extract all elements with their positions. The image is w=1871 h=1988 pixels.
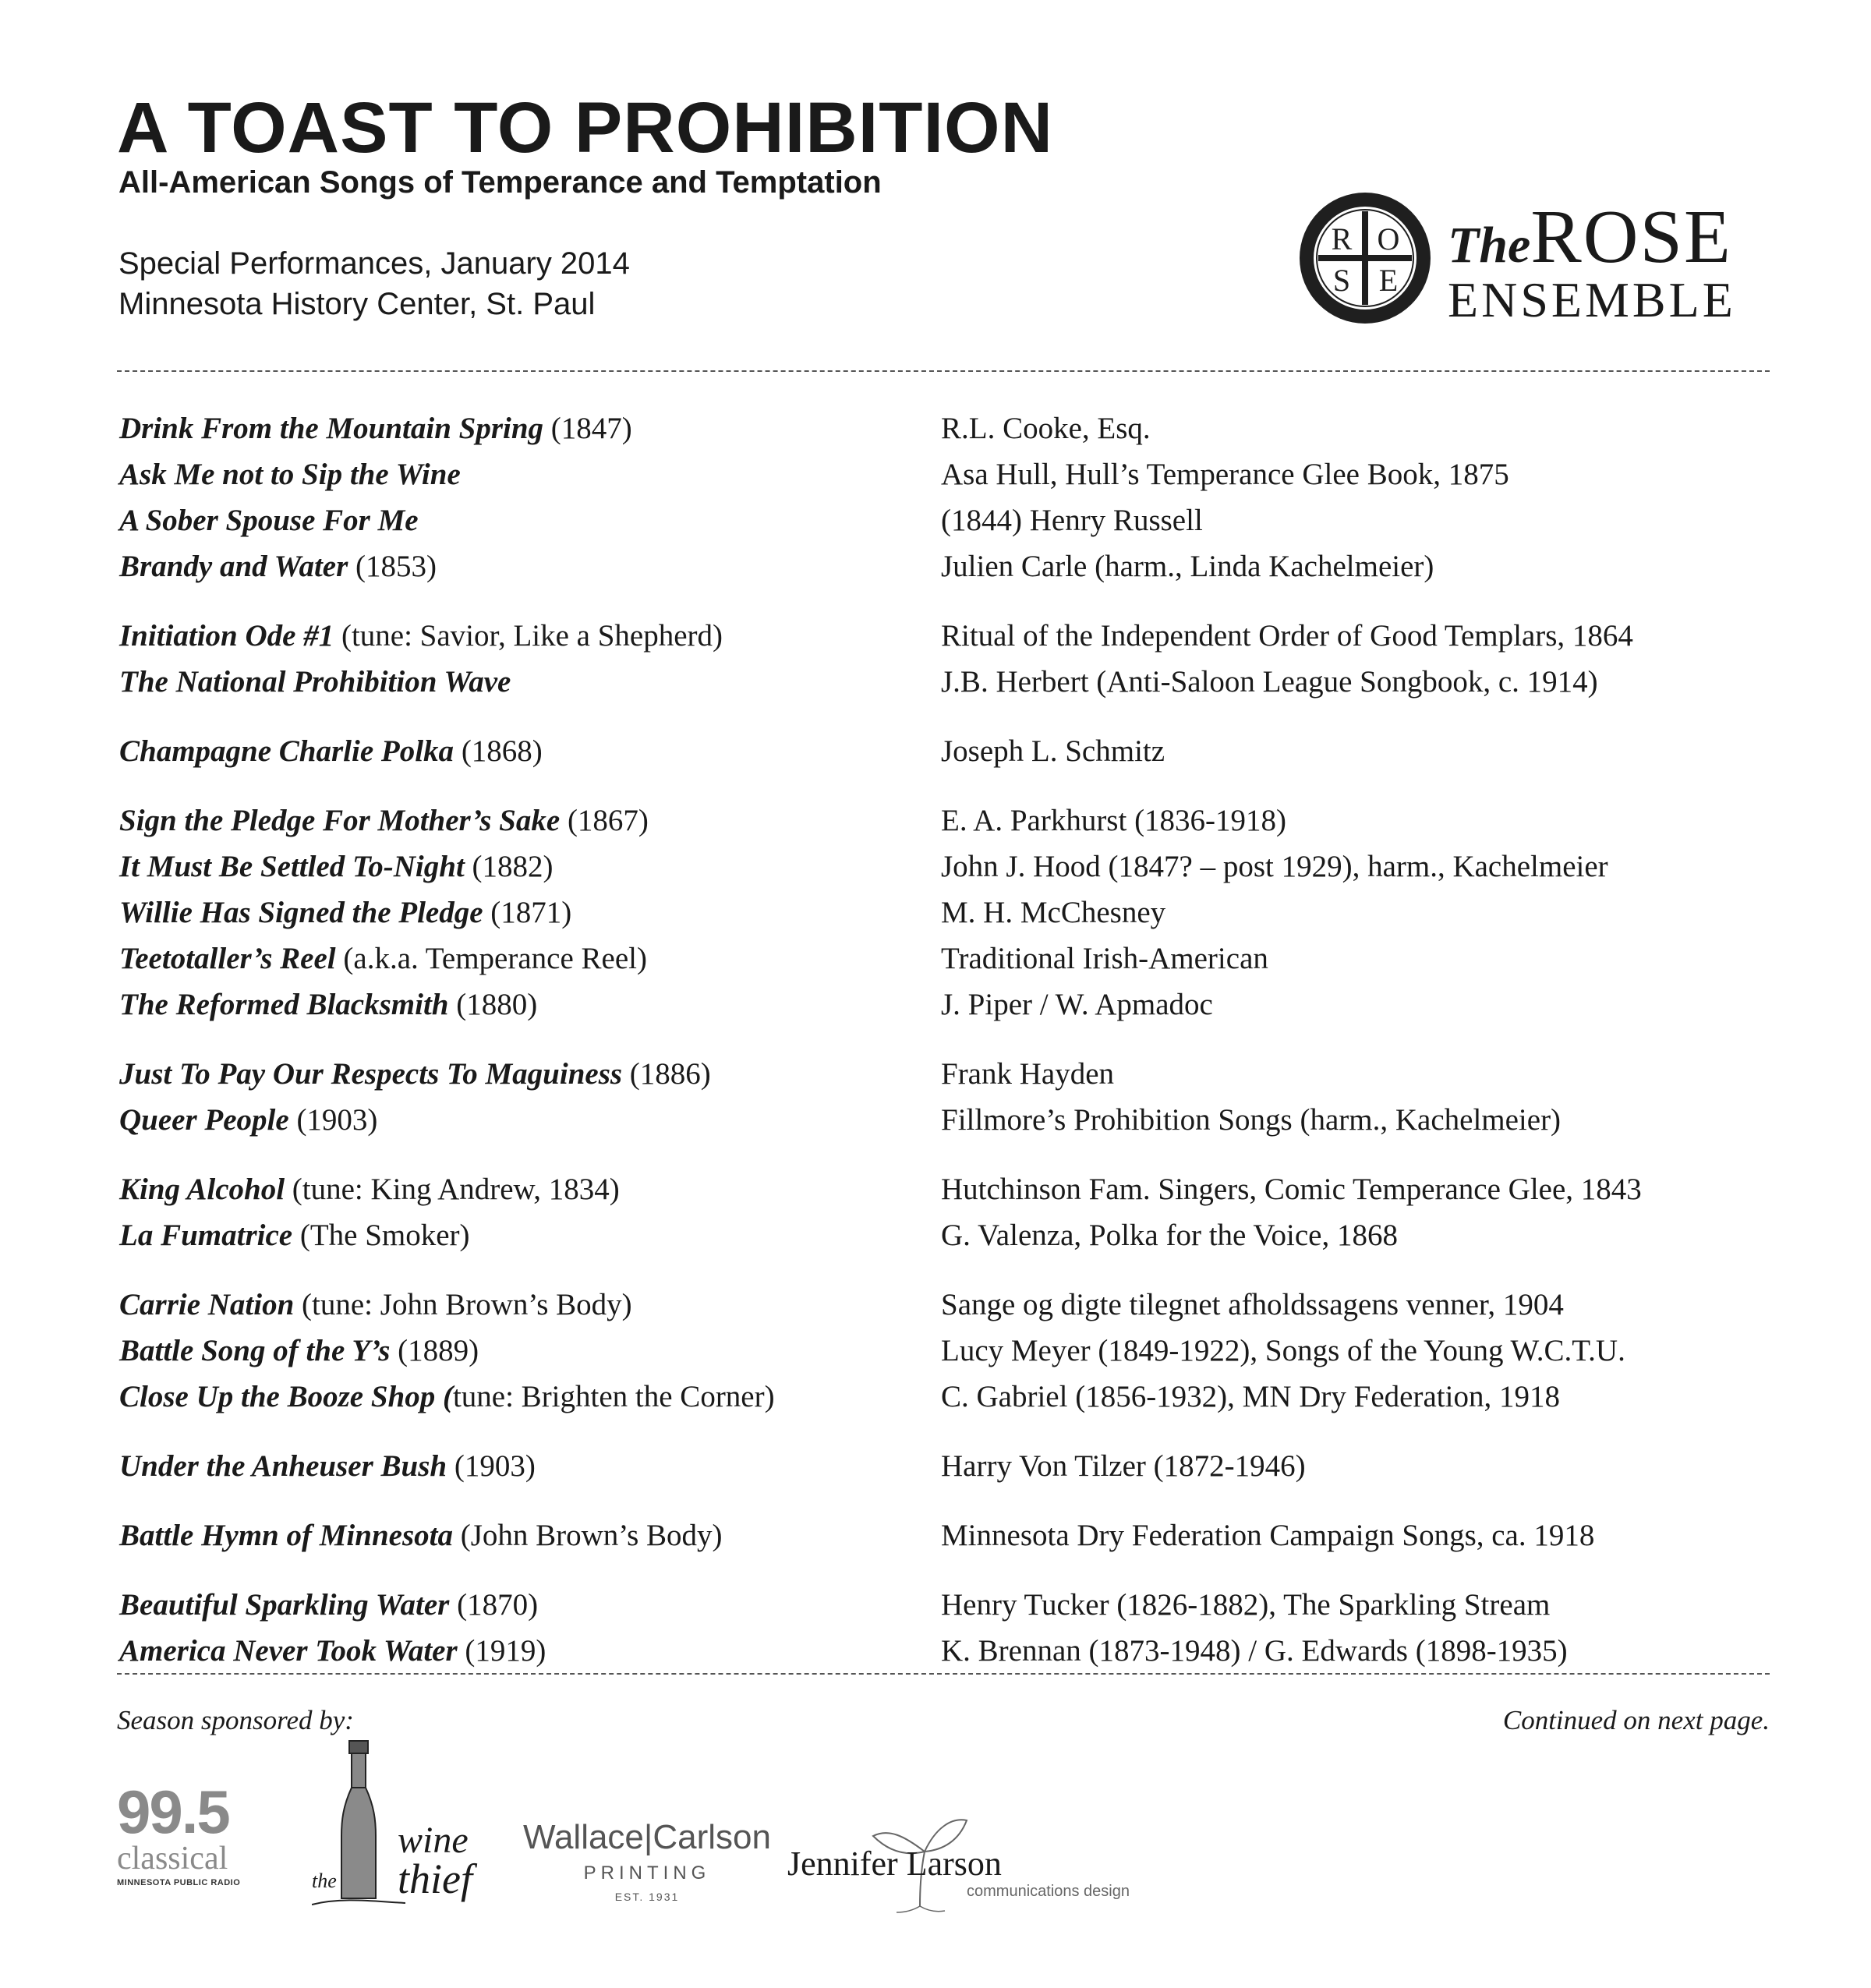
piece-credit: Sange og digte tilegnet afholdssagens venner, 1904 [941, 1288, 1564, 1321]
piece-title: Willie Has Signed the Pledge [119, 896, 483, 929]
program-row [117, 982, 1777, 1028]
rose-seal-icon [1298, 191, 1432, 325]
program-row [117, 1051, 1777, 1097]
program-row [117, 1166, 1777, 1212]
program-group [117, 1282, 1777, 1420]
piece-note: (1903) [288, 1103, 378, 1137]
piece-title: Drink From the Mountain Spring [119, 412, 544, 445]
program-group [117, 613, 1777, 705]
piece [119, 728, 543, 774]
piece-title: Champagne Charlie Polka [119, 734, 454, 768]
piece-note: (1870) [449, 1588, 539, 1622]
piece-title: King Alcohol [119, 1173, 285, 1206]
performance-venue: Minnesota History Center, St. Paul [118, 287, 596, 321]
piece-title: Teetotaller’s Reel [119, 942, 336, 975]
program-group [117, 1582, 1777, 1674]
wc-printing: PRINTING [583, 1862, 711, 1884]
seal-letter-r: R [1331, 221, 1353, 256]
mpr-classical: classical [117, 1841, 228, 1877]
program-group [117, 1443, 1777, 1489]
logo-rose: ROSE [1530, 195, 1732, 279]
piece-title: Just To Pay Our Respects To Maguiness [119, 1057, 623, 1091]
program-row [117, 936, 1777, 982]
piece-title: The National Prohibition Wave [119, 665, 511, 699]
bottom-divider [117, 1673, 1770, 1675]
wine-word: wine [398, 1820, 469, 1861]
piece [119, 1282, 632, 1328]
program-row [117, 1097, 1777, 1143]
piece-credit: C. Gabriel (1856-1932), MN Dry Federation, 1918 [941, 1380, 1560, 1413]
piece [119, 405, 632, 451]
piece [119, 1512, 723, 1558]
piece-credit: E. A. Parkhurst (1836-1918) [941, 804, 1287, 837]
program-row [117, 405, 1777, 451]
piece-title: Beautiful Sparkling Water [119, 1588, 450, 1622]
program-row [117, 451, 1777, 497]
program-row [117, 1374, 1777, 1420]
piece-credit: J. Piper / W. Apmadoc [941, 988, 1213, 1021]
sponsor-logos [109, 1735, 1201, 1922]
piece-title: Close Up the Booze Shop ( [119, 1380, 453, 1413]
program-group [117, 1051, 1777, 1143]
piece-note: (The Smoker) [292, 1219, 470, 1252]
piece [119, 451, 461, 497]
piece-note: (1847) [543, 412, 632, 445]
wallace-carlson-logo [518, 1820, 776, 1903]
rose-ensemble-logo [1298, 191, 1766, 327]
piece-credit: M. H. McChesney [941, 896, 1166, 929]
piece-credit: Asa Hull, Hull’s Temperance Glee Book, 1875 [941, 458, 1509, 491]
wc-est: EST. 1931 [614, 1891, 680, 1903]
piece-credit: Minnesota Dry Federation Campaign Songs, ca. 1918 [941, 1519, 1595, 1552]
program-row [117, 1628, 1777, 1674]
piece-title: Initiation Ode #1 [119, 619, 334, 653]
piece-note: (1871) [483, 896, 572, 929]
piece [119, 1328, 479, 1374]
piece-credit: Ritual of the Independent Order of Good Templars, 1864 [941, 619, 1633, 653]
piece-title: La Fumatrice [119, 1219, 293, 1252]
piece [119, 982, 537, 1028]
program-row [117, 1582, 1777, 1628]
program-row [117, 1212, 1777, 1258]
piece-credit: Hutchinson Fam. Singers, Comic Temperance Glee, 1843 [941, 1173, 1642, 1206]
logo-the: The [1448, 217, 1531, 274]
piece-note: (1889) [390, 1334, 479, 1367]
top-divider [117, 370, 1770, 372]
program-row [117, 543, 1777, 589]
continued-note: Continued on next page. [1502, 1705, 1770, 1735]
piece [119, 844, 554, 890]
piece-credit: (1844) Henry Russell [941, 504, 1203, 537]
piece-note: (tune: King Andrew, 1834) [285, 1173, 620, 1206]
piece-credit: Joseph L. Schmitz [941, 734, 1165, 768]
piece-note: (1886) [622, 1057, 711, 1091]
piece [119, 1443, 536, 1489]
piece-credit: J.B. Herbert (Anti-Saloon League Songbook, c. 1914) [941, 665, 1598, 699]
page-title: A TOAST TO PROHIBITION [117, 88, 1054, 168]
wc-name: Wallace|Carlson [523, 1818, 771, 1856]
jl-name: Jennifer Larson [787, 1845, 1002, 1883]
program-row [117, 497, 1777, 543]
piece-credit: Henry Tucker (1826-1882), The Sparkling Stream [941, 1588, 1551, 1622]
piece-credit: G. Valenza, Polka for the Voice, 1868 [941, 1219, 1398, 1252]
piece [119, 1051, 711, 1097]
program-group [117, 798, 1777, 1028]
piece-title: America Never Took Water [119, 1634, 458, 1668]
piece-note: (1882) [464, 850, 554, 883]
piece-title: Sign the Pledge For Mother’s Sake [119, 804, 561, 837]
program-group [117, 405, 1777, 589]
piece [119, 1628, 546, 1674]
piece [119, 1374, 775, 1420]
piece-note: (tune: John Brown’s Body) [294, 1288, 632, 1321]
piece [119, 890, 571, 936]
logo-ensemble: ENSEMBLE [1448, 272, 1736, 327]
piece [119, 936, 647, 982]
program-row [117, 798, 1777, 844]
wine-thief-word: thief [398, 1855, 472, 1902]
piece [119, 497, 419, 543]
piece-title: Battle Hymn of Minnesota [119, 1519, 453, 1552]
program-group [117, 728, 1777, 774]
program-list [117, 405, 1777, 1697]
program-row [117, 659, 1777, 705]
piece [119, 798, 649, 844]
piece-title: A Sober Spouse For Me [119, 504, 419, 537]
piece-credit: Julien Carle (harm., Linda Kachelmeier) [941, 550, 1434, 583]
seal-letter-s: S [1332, 263, 1351, 298]
piece [119, 1097, 377, 1143]
program-row [117, 613, 1777, 659]
page-subtitle: All-American Songs of Temperance and Temptation [118, 165, 882, 200]
program-row [117, 1512, 1777, 1558]
piece [119, 543, 437, 589]
seal-letter-e: E [1378, 263, 1399, 298]
piece-title: It Must Be Settled To-Night [119, 850, 465, 883]
piece-credit: John J. Hood (1847? – post 1929), harm., Kachelmeier [941, 850, 1608, 883]
piece-credit: Fillmore’s Prohibition Songs (harm., Kachelmeier) [941, 1103, 1562, 1137]
piece [119, 1212, 470, 1258]
sponsored-by-label: Season sponsored by: [117, 1705, 354, 1735]
piece-title: Queer People [119, 1103, 289, 1137]
seal-letter-o: O [1377, 221, 1400, 256]
piece-note: tune: Brighten the Corner) [452, 1380, 775, 1413]
piece-note: (1868) [454, 734, 543, 768]
mpr-frequency: 99.5 [117, 1778, 229, 1846]
piece-title: Carrie Nation [119, 1288, 295, 1321]
program-row [117, 890, 1777, 936]
piece-credit: Frank Hayden [941, 1057, 1115, 1091]
piece [119, 659, 511, 705]
program-group [117, 1512, 1777, 1558]
jennifer-larson-logo [787, 1805, 1146, 1922]
wine-the: the [312, 1869, 337, 1892]
mpr-network: MINNESOTA PUBLIC RADIO [117, 1878, 241, 1887]
piece-credit: R.L. Cooke, Esq. [941, 412, 1151, 445]
performance-date: Special Performances, January 2014 [118, 246, 630, 281]
piece [119, 1582, 538, 1628]
program-row [117, 1443, 1777, 1489]
piece-note: (1880) [448, 988, 538, 1021]
piece-credit: Traditional Irish-American [941, 942, 1268, 975]
performance-info [118, 243, 630, 324]
piece-note: (John Brown’s Body) [452, 1519, 723, 1552]
piece-credit: Harry Von Tilzer (1872-1946) [941, 1449, 1306, 1483]
program-row [117, 1282, 1777, 1328]
piece-title: Ask Me not to Sip the Wine [119, 458, 461, 491]
piece-credit: Lucy Meyer (1849-1922), Songs of the Young W.C.T.U. [941, 1334, 1625, 1367]
piece-note: (a.k.a. Temperance Reel) [335, 942, 647, 975]
rose-wordmark [1448, 195, 1732, 279]
classical-mpr-logo [117, 1778, 273, 1887]
piece-title: The Reformed Blacksmith [119, 988, 449, 1021]
piece-note: (1919) [457, 1634, 546, 1668]
program-row [117, 844, 1777, 890]
program-row [117, 1328, 1777, 1374]
piece-note: (tune: Savior, Like a Shepherd) [334, 619, 723, 653]
program-row [117, 728, 1777, 774]
piece-note: (1867) [560, 804, 649, 837]
piece-note: (1903) [447, 1449, 536, 1483]
program-group [117, 1166, 1777, 1258]
piece [119, 1166, 620, 1212]
jl-tagline: communications design [967, 1883, 1130, 1900]
piece-note: (1853) [348, 550, 437, 583]
piece [119, 613, 723, 659]
piece-title: Under the Anheuser Bush [119, 1449, 447, 1483]
piece-credit: K. Brennan (1873-1948) / G. Edwards (1898-1935) [941, 1634, 1568, 1668]
piece-title: Brandy and Water [119, 550, 348, 583]
piece-title: Battle Song of the Y’s [119, 1334, 391, 1367]
